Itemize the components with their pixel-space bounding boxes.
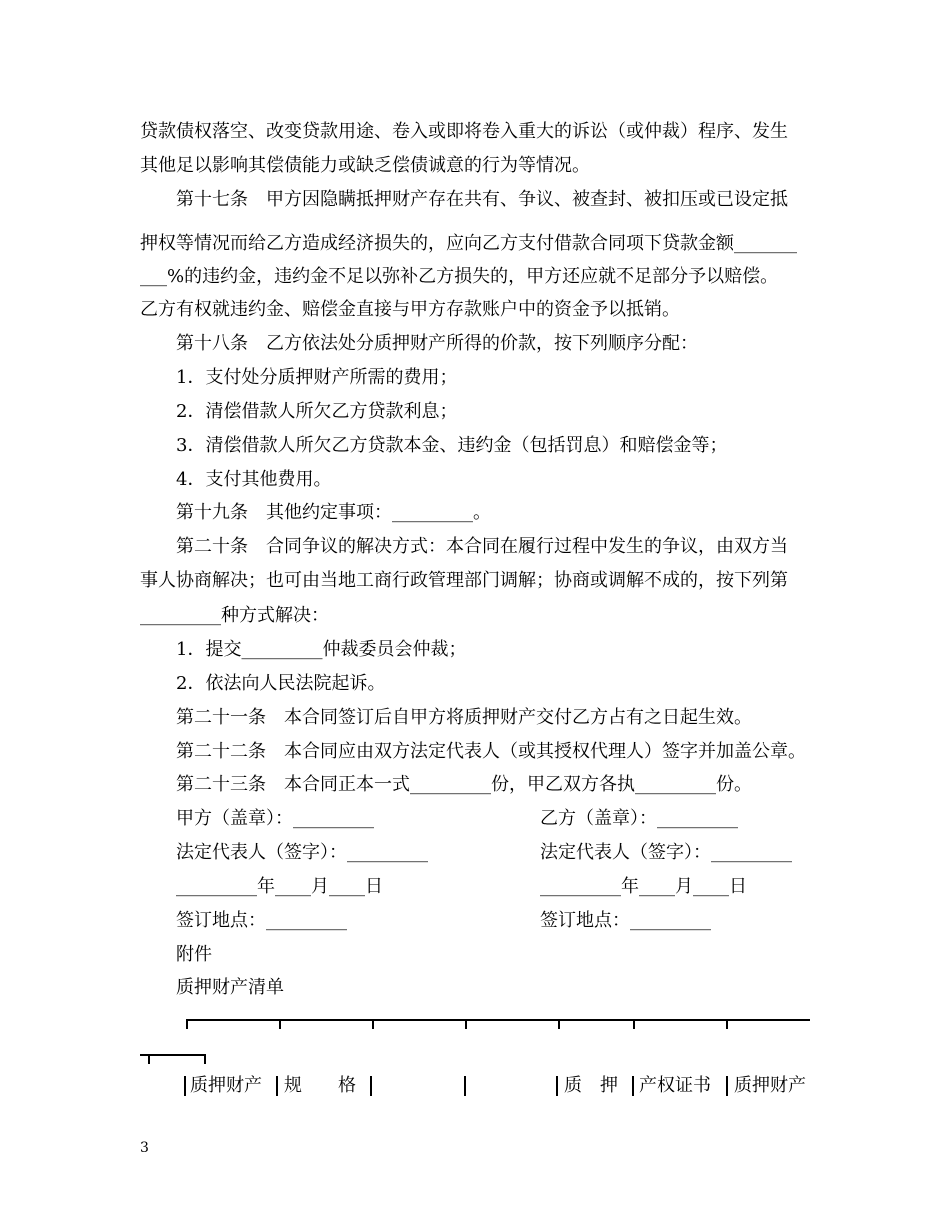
table-divider xyxy=(632,1076,634,1096)
table-tick xyxy=(372,1019,374,1029)
table-header-cell: 质押财产 xyxy=(734,1075,806,1096)
table-corner xyxy=(204,1054,206,1064)
table-divider xyxy=(276,1076,278,1096)
paragraph-line: _________种方式解决： xyxy=(140,605,329,626)
article-19: 第十九条 其他约定事项：_________。 xyxy=(176,502,491,523)
table-divider xyxy=(370,1076,372,1096)
table-tick xyxy=(465,1019,467,1029)
table-header-cell: 质押财产 xyxy=(190,1075,262,1096)
article-17: 第十七条 甲方因隐瞒抵押财产存在共有、争议、被查封、被扣压或已设定抵 xyxy=(176,189,788,210)
paragraph-line: ___%的违约金，违约金不足以弥补乙方损失的，甲方还应就不足部分予以赔偿。 xyxy=(140,266,779,287)
table-tick xyxy=(279,1019,281,1029)
attachment-title: 质押财产清单 xyxy=(176,977,284,998)
party-a-representative: 法定代表人（签字）：_________ xyxy=(176,842,428,863)
table-tick xyxy=(558,1019,560,1029)
list-item: 2．依法向人民法院起诉。 xyxy=(176,673,386,694)
list-item: 1．支付处分质押财产所需的费用； xyxy=(176,367,458,388)
paragraph-line: 乙方有权就违约金、赔偿金直接与甲方存款账户中的资金予以抵销。 xyxy=(140,299,680,320)
party-a-seal: 甲方（盖章）：_________ xyxy=(176,808,374,829)
party-b-seal: 乙方（盖章）：_________ xyxy=(540,808,738,829)
table-header-cell: 产权证书 xyxy=(639,1075,711,1096)
party-b-place: 签订地点：_________ xyxy=(540,910,711,931)
page-number: 3 xyxy=(140,1140,149,1156)
party-b-representative: 法定代表人（签字）：_________ xyxy=(540,842,792,863)
table-tick xyxy=(148,1054,150,1064)
article-23: 第二十三条 本合同正本一式_________份，甲乙双方各执_________份。 xyxy=(176,774,752,795)
list-item: 2．清偿借款人所欠乙方贷款利息； xyxy=(176,401,458,422)
article-22: 第二十二条 本合同应由双方法定代表人（或其授权代理人）签字并加盖公章。 xyxy=(176,741,806,762)
party-a-date: _________年____月____日 xyxy=(176,876,383,897)
article-18: 第十八条 乙方依法处分质押财产所得的价款，按下列顺序分配： xyxy=(176,333,698,354)
paragraph-line: 事人协商解决；也可由当地工商行政管理部门调解；协商或调解不成的，按下列第 xyxy=(140,570,788,591)
list-item: 4．支付其他费用。 xyxy=(176,469,332,490)
paragraph-line: 贷款债权落空、改变贷款用途、卷入或即将卷入重大的诉讼（或仲裁）程序、发生 xyxy=(140,121,788,142)
party-b-date: _________年____月____日 xyxy=(540,876,747,897)
table-tick xyxy=(633,1019,635,1029)
table-header-row xyxy=(176,1074,816,1100)
list-item: 1．提交_________仲裁委员会仲裁； xyxy=(176,639,467,660)
list-item: 3．清偿借款人所欠乙方贷款本金、违约金（包括罚息）和赔偿金等； xyxy=(176,435,728,456)
attachment-label: 附件 xyxy=(176,944,212,965)
table-divider xyxy=(184,1076,186,1096)
paragraph-line: 押权等情况而给乙方造成经济损失的，应向乙方支付借款合同项下贷款金额_______ xyxy=(140,233,797,254)
table-divider xyxy=(726,1076,728,1096)
article-21: 第二十一条 本合同签订后自甲方将质押财产交付乙方占有之日起生效。 xyxy=(176,707,752,728)
table-divider xyxy=(556,1076,558,1096)
table-header-cell: 规 格 xyxy=(284,1075,356,1096)
table-header-cell: 质 押 xyxy=(564,1075,618,1096)
table-divider xyxy=(464,1076,466,1096)
table-corner xyxy=(186,1019,188,1029)
table-tick xyxy=(726,1019,728,1029)
article-20: 第二十条 合同争议的解决方式：本合同在履行过程中发生的争议，由双方当 xyxy=(176,536,788,557)
paragraph-line: 其他足以影响其偿债能力或缺乏偿债诚意的行为等情况。 xyxy=(140,155,590,176)
party-a-place: 签订地点：_________ xyxy=(176,910,347,931)
